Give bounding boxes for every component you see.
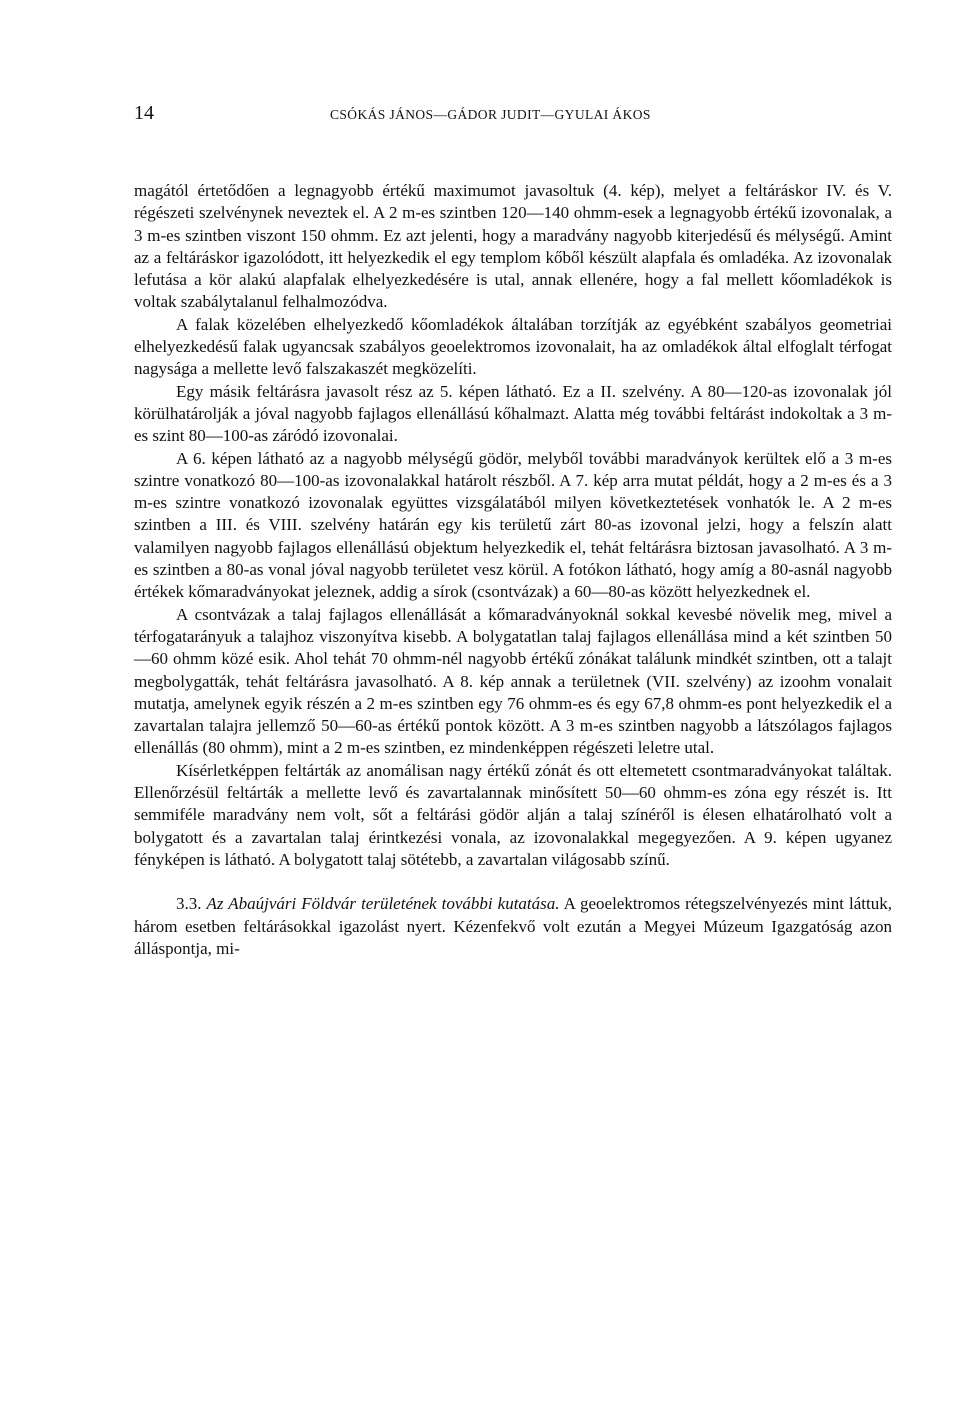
paragraph-5: A csontvázak a talaj fajlagos ellenállását a kőmaradványoknál sokkal kevesbé növelik meg, mivel a térfogatarányuk a talajhoz viszonyítva kisebb. A bolygatatlan talaj fajlagos ellenállása mind a két szintben 50—60 ohmm közé esik. Ahol tehát 70 ohmm-nél nagyobb értékű zónákat találunk mindkét szintben, ott a talajt megbolygatták, tehát feltárásra javasolható. A 8. kép annak a területnek (VII. szelvény) az izoohm vonalait mutatja, amelynek egyik részén a 2 m-es szintben egy 76 ohmm-es és egy 67,8 ohmm-es pont helyezkedik el a zavartalan talajra jellemző 50—60-as értékű pontok között. A 3 m-es szintben nagyobb a látszólagos fajlagos ellenállás (80 ohmm), mint a 2 m-es szintben, ez mindenképpen régészeti leletre utal.	[134, 604, 892, 758]
running-head: CSÓKÁS JÁNOS—GÁDOR JUDIT—GYULAI ÁKOS	[330, 107, 651, 122]
body-text	[134, 180, 892, 960]
paragraph-3: Egy másik feltárásra javasolt rész az 5. képen látható. Ez a II. szelvény. A 80—120-as izovonalak jól körülhatárolják a jóval nagyobb fajlagos ellenállású kőhalmazt. Alatta még további feltárást indokoltak a 3 m-es szint 80—100-as záródó izovonalai.	[134, 381, 892, 446]
section-title: Az Abaújvári Földvár területének további kutatása.	[206, 894, 560, 914]
section-number: 3.3.	[176, 894, 202, 914]
section-paragraph	[134, 893, 892, 960]
paragraph-2: A falak közelében elhelyezkedő kőomladékok általában torzítják az egyébként szabályos geometriai elhelyezkedésű falak ugyancsak szabályos geoelektromos izovonalait, ha az omladékok által elfoglalt térfogat nagysága a mellette levő falszakaszét megközelíti.	[134, 314, 892, 379]
paragraph-6: Kísérletképpen feltárták az anomálisan nagy értékű zónát és ott eltemetett csontmaradványokat találtak. Ellenőrzésül feltárták a mellette levő és zavartalannak minősített 50—60 ohmm-es zóna egy részét is. Itt semmiféle maradvány nem volt, sőt a feltárási gödör alján a talaj színéről is élesen elhatárolható volt a bolygatott és a zavartalan talaj érintkezési vonala, az izovonalakkal megegyezően. A 9. képen ugyanez fényképen is látható. A bolygatott talaj sötétebb, a zavartalan világosabb színű.	[134, 760, 892, 869]
page-header	[134, 102, 894, 132]
section-text: A geoelektromos rétegszelvényezés mint láttuk, három esetben feltárásokkal igazolást nyert. Kézenfekvő volt ezután a Megyei Múzeum Igazgatóság azon álláspontja, mi-	[134, 894, 892, 958]
paragraph-1: magától értetődően a legnagyobb értékű maximumot javasoltuk (4. kép), melyet a feltáráskor IV. és V. régészeti szelvénynek neveztek el. A 2 m-es szintben 120—140 ohmm-esek a legnagyobb értékű izovonalak, a 3 m-es szintben viszont 150 ohmm. Ez azt jelenti, hogy a maradvány nagyobb kiterjedésű és mélységű. Amint az a feltáráskor igazolódott, itt helyezkedik el egy templom kőből készült alapfala és omladéka. Az izovonalak lefutása a kör alakú alapfalak elhelyezkedésére is utal, annak ellenére, hogy a fal mellett kőomladékok is voltak szabálytalanul felhalmozódva.	[134, 181, 892, 312]
paragraph-4: A 6. képen látható az a nagyobb mélységű gödör, melyből további maradványok kerültek elő a 3 m-es szintre vonatkozó 80—100-as izovonalakkal határolt részből. A 7. kép arra mutat példát, hogy a 2 m-es és a 3 m-es szintre vonatkozó izovonalak együttes vizsgálatából milyen következtetések vonhatók le. A 2 m-es szintben a III. és VIII. szelvény határán egy kis területű zárt 80-as izovonal jelzi, hogy a felszín alatt valamilyen nagyobb fajlagos ellenállású objektum helyezkedik el, tehát feltárásra biztosan javasolható. A 3 m-es szintben a 80-as vonal jóval nagyobb területet vesz körül. A fotókon látható, hogy amíg a 80-asnál nagyobb értékek kőmaradványokat jeleznek, addig a sírok (csontvázak) a 60—80-as között helyezkednek el.	[134, 448, 892, 602]
page-number: 14	[134, 102, 154, 124]
